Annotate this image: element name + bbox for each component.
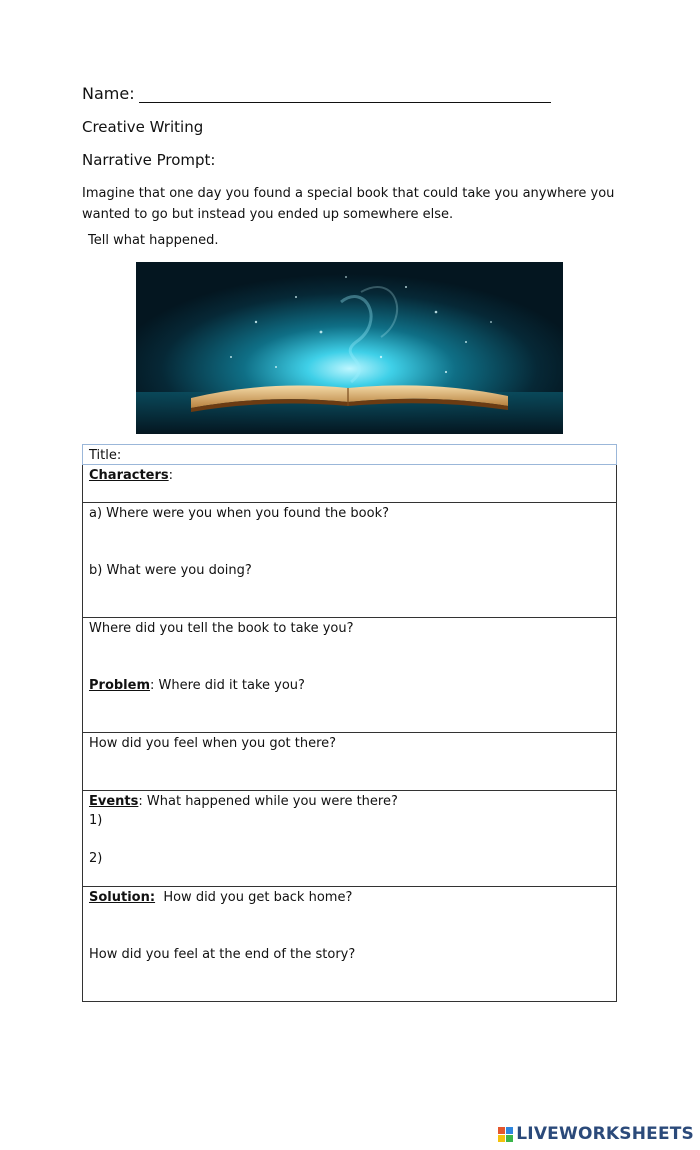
story-planner-table bbox=[82, 444, 617, 1002]
instruction-text: Tell what happened. bbox=[88, 233, 219, 248]
solution-row[interactable] bbox=[83, 887, 616, 1001]
name-label: Name: bbox=[82, 84, 135, 103]
characters-row[interactable] bbox=[83, 465, 616, 503]
event-2: 2) bbox=[89, 851, 103, 866]
event-1: 1) bbox=[89, 813, 103, 828]
problem-label: Problem bbox=[89, 678, 150, 693]
question-feel-there: How did you feel when you got there? bbox=[89, 736, 337, 751]
problem-text: Problem: Where did it take you? bbox=[89, 678, 305, 693]
problem-row[interactable] bbox=[83, 618, 616, 733]
characters-text: Characters: bbox=[89, 468, 174, 483]
prompt-heading: Narrative Prompt: bbox=[82, 151, 216, 169]
question-feel-end: How did you feel at the end of the story? bbox=[89, 947, 356, 962]
title-row[interactable] bbox=[82, 444, 617, 465]
events-text: Events: What happened while you were there? bbox=[89, 794, 398, 809]
question-b: b) What were you doing? bbox=[89, 563, 252, 578]
liveworksheets-logo-icon bbox=[498, 1127, 513, 1142]
brand-name: LIVEWORKSHEETS bbox=[516, 1124, 694, 1144]
question-where-tell: Where did you tell the book to take you? bbox=[89, 621, 354, 636]
found-book-row[interactable] bbox=[83, 503, 616, 618]
solution-label: Solution: bbox=[89, 890, 156, 905]
feelings-row[interactable] bbox=[83, 733, 616, 791]
name-field-row bbox=[82, 84, 551, 103]
name-blank-line[interactable] bbox=[139, 86, 551, 103]
question-a: a) Where were you when you found the book? bbox=[89, 506, 389, 521]
magic-open-book-image bbox=[136, 262, 563, 434]
events-row[interactable] bbox=[83, 791, 616, 887]
liveworksheets-logo[interactable] bbox=[498, 1124, 694, 1144]
prompt-text: Imagine that one day you found a special book that could take you anywhere you wanted to go but instead you ended up somewhere else. bbox=[82, 186, 615, 222]
title-label: Title: bbox=[89, 448, 122, 463]
subtitle: Creative Writing bbox=[82, 118, 204, 136]
solution-text: Solution: How did you get back home? bbox=[89, 890, 353, 905]
characters-label: Characters bbox=[89, 468, 169, 483]
events-label: Events bbox=[89, 794, 139, 809]
